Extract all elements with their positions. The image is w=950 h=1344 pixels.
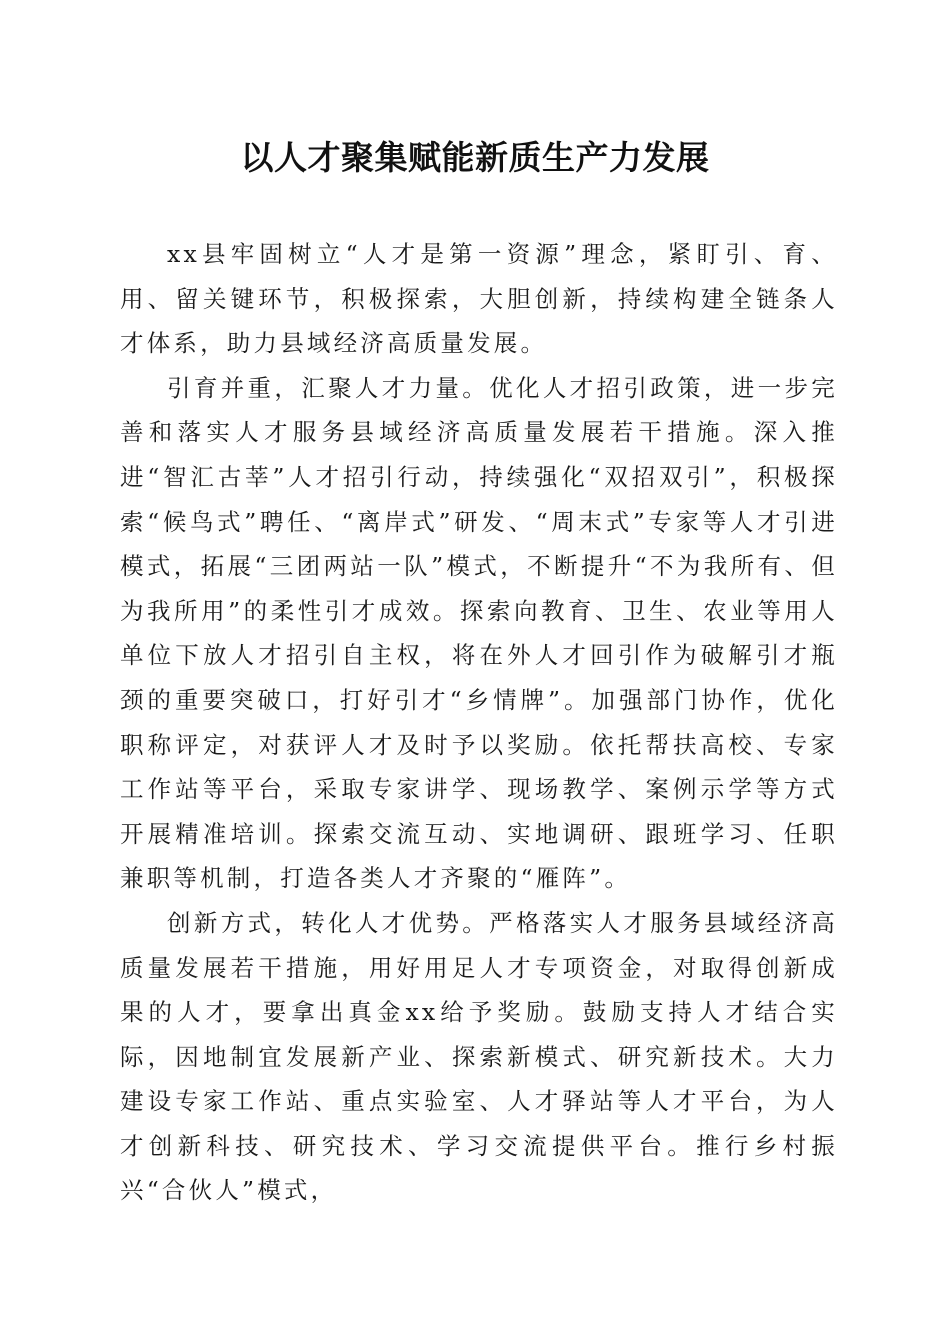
document-body bbox=[120, 232, 838, 1213]
paragraph-talent-attraction: 引育并重，汇聚人才力量。优化人才招引政策，进一步完善和落实人才服务县域经济高质量发展若干措施。深入推进“智汇古莘”人才招引行动，持续强化“双招双引”，积极探索“候鸟式”聘任、“离岸式”研发、“周末式”专家等人才引进模式，拓展“三团两站一队”模式，不断提升“不为我所有、但为我所用”的柔性引才成效。探索向教育、卫生、农业等用人单位下放人才招引自主权，将在外人才回引作为破解引才瓶颈的重要突破口，打好引才“乡情牌”。加强部门协作，优化职称评定，对获评人才及时予以奖励。依托帮扶高校、专家工作站等平台，采取专家讲学、现场教学、案例示学等方式开展精准培训。探索交流互动、实地调研、跟班学习、任职兼职等机制，打造各类人才齐聚的“雁阵”。 bbox=[120, 373, 838, 893]
paragraph-intro: xx县牢固树立“人才是第一资源”理念，紧盯引、育、用、留关键环节，积极探索，大胆创新，持续构建全链条人才体系，助力县域经济高质量发展。 bbox=[120, 240, 838, 358]
paragraph-innovation: 创新方式，转化人才优势。严格落实人才服务县域经济高质量发展若干措施，用好用足人才专项资金，对取得创新成果的人才，要拿出真金xx给予奖励。鼓励支持人才结合实际，因地制宜发展新产业、探索新模式、研究新技术。大力建设专家工作站、重点实验室、人才驿站等人才平台，为人才创新科技、研究技术、学习交流提供平台。推行乡村振兴“合伙人”模式， bbox=[120, 908, 838, 1205]
document-title: 以人才聚集赋能新质生产力发展 bbox=[240, 138, 710, 177]
